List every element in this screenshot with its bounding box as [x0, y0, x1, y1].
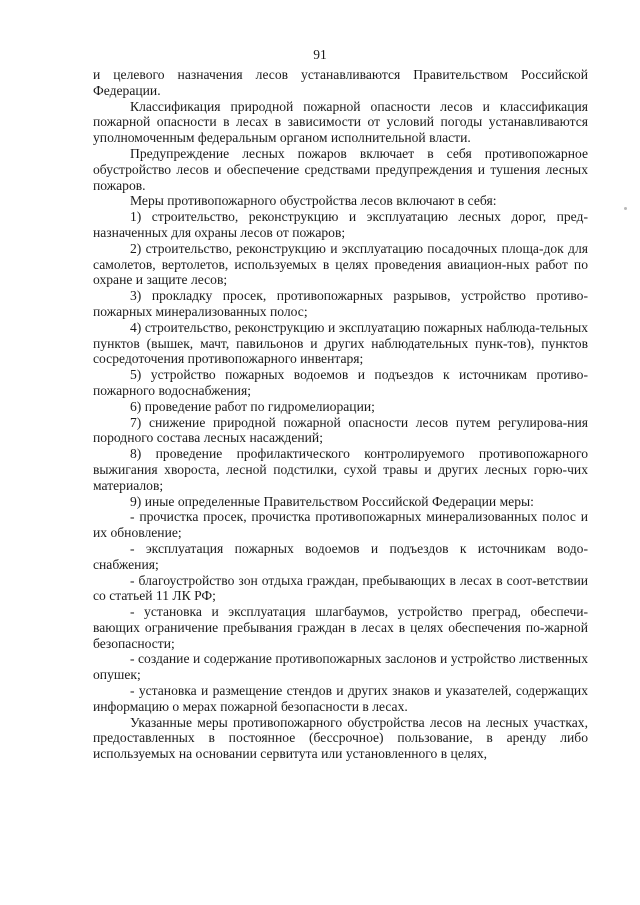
paragraph-final: Указанные меры противопожарного обустройства лесов на лесных участках, предоставленных в постоянное (бессрочное) пользование, в аренду либо используемых на основании сервитута или установленного в целях, [93, 714, 588, 762]
list-item-7: 7) снижение природной пожарной опасности лесов путем регулирова-ния породного состава лесных насаждений; [93, 414, 588, 446]
paragraph-measures-intro: Меры противопожарного обустройства лесов включают в себя: [130, 193, 497, 209]
paragraph-classification: Классификация природной пожарной опасности лесов и классификация пожарной опасности в лесах в зависимости от условий погоды устанавливаются уполномоченным федеральным органом исполнительной власти. [93, 98, 588, 146]
paragraph-continuation: и целевого назначения лесов устанавливаются Правительством Российской Федерации. [93, 67, 588, 98]
sub-item-recreation-zones: - благоустройство зон отдыха граждан, пребывающих в лесах в соот-ветствии со статьей 11 ЛК РФ; [93, 572, 588, 604]
list-item-9: 9) иные определенные Правительством Российской Федерации меры: [130, 493, 534, 509]
sub-item-firebreaks: - создание и содержание противопожарных заслонов и устройство лиственных опушек; [93, 651, 588, 683]
paragraph-prevention: Предупреждение лесных пожаров включает в себя противопожарное обустройство лесов и обеспечение средствами предупреждения и тушения лесных пожаров. [93, 145, 588, 193]
body-text [93, 67, 588, 762]
list-item-1: 1) строительство, реконструкцию и эксплуатацию лесных дорог, пред-назначенных для охраны лесов от пожаров; [93, 209, 588, 240]
sub-item-signage: - установка и размещение стендов и других знаков и указателей, содержащих информацию о мерах пожарной безопасности в лесах. [93, 683, 588, 714]
sub-item-clearing: - прочистка просек, прочистка противопожарных минерализованных полос и их обновление; [93, 509, 588, 541]
list-item-5: 5) устройство пожарных водоемов и подъездов к источникам противо-пожарного водоснабжения; [93, 367, 588, 398]
list-item-2: 2) строительство, реконструкцию и эксплуатацию посадочных площа-док для самолетов, вертолетов, используемых в целях проведения авиацион-ных работ по охране и защите лесов; [93, 240, 588, 288]
list-item-6: 6) проведение работ по гидромелиорации; [130, 398, 375, 414]
list-item-3: 3) прокладку просек, противопожарных разрывов, устройство противо-пожарных минерализованных полос; [93, 288, 588, 319]
sub-item-barriers: - установка и эксплуатация шлагбаумов, устройство преград, обеспечи-вающих ограничение пребывания граждан в лесах в целях обеспечения по-жарной безопасности; [93, 604, 588, 651]
list-item-8: 8) проведение профилактического контролируемого противопожарного выжигания хвороста, лесной подстилки, сухой травы и других лесных горю-чих материалов; [93, 446, 588, 493]
scan-speck [624, 207, 627, 210]
list-item-4: 4) строительство, реконструкцию и эксплуатацию пожарных наблюда-тельных пунктов (вышек, мачт, павильонов и других наблюдательных пунк-тов), пунктов сосредоточения противопожарного инвентаря; [93, 319, 588, 367]
page-number: 91 [313, 47, 327, 62]
sub-item-water-bodies: - эксплуатация пожарных водоемов и подъездов к источникам водо-снабжения; [93, 540, 588, 572]
